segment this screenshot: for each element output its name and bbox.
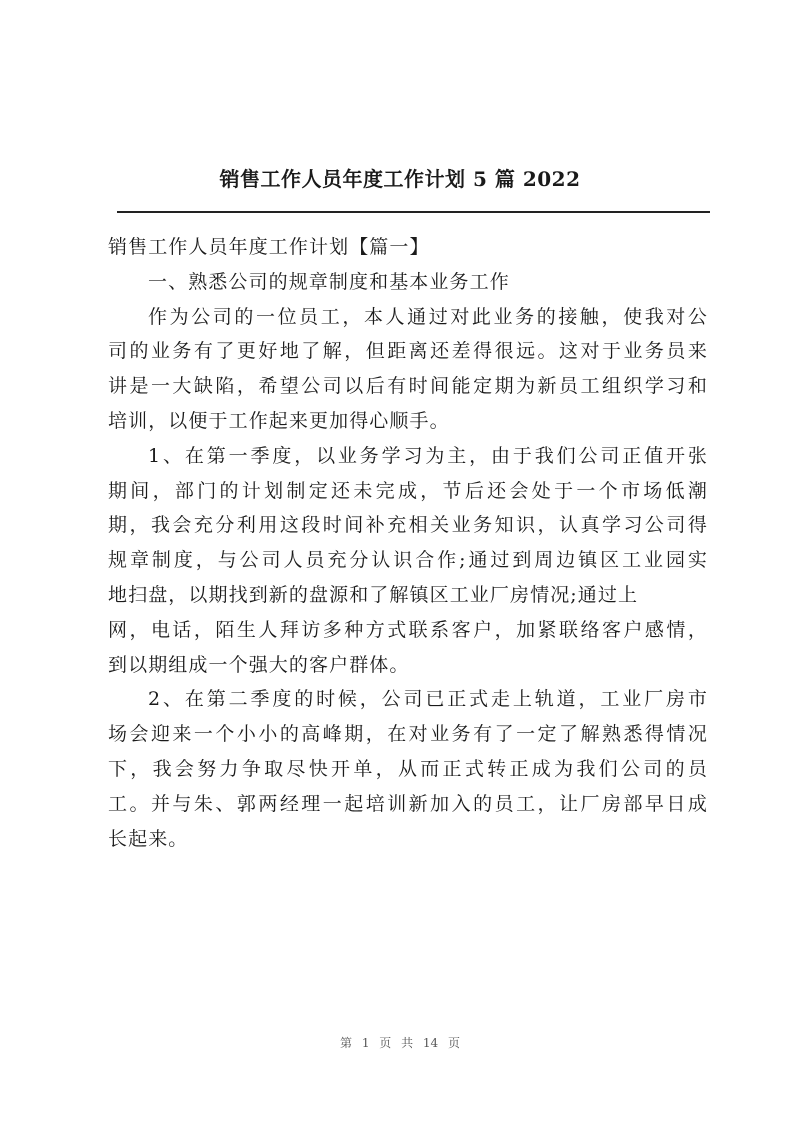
paragraph-line: 期，我会充分利用这段时间补充相关业务知识，认真学习公司得 [108, 514, 708, 537]
paragraph-line: 长起来。 [108, 827, 189, 850]
paragraph-line: 规章制度，与公司人员充分认识合作;通过到周边镇区工业园实 [108, 549, 708, 572]
page-number-footer: 第 1 页 共 14 页 [340, 1036, 460, 1050]
section-heading: 销售工作人员年度工作计划【篇一】 [108, 236, 430, 258]
paragraph-line: 作为公司的一位员工，本人通过对此业务的接触，使我对公 [148, 305, 708, 328]
subsection-heading: 一、熟悉公司的规章制度和基本业务工作 [148, 270, 510, 293]
paragraph-line: 1、在第一季度，以业务学习为主，由于我们公司正值开张 [148, 444, 708, 467]
paragraph-line: 2、在第二季度的时候，公司已正式走上轨道，工业厂房市 [148, 688, 708, 711]
document-title: 销售工作人员年度工作计划 5 篇 2022 [219, 167, 581, 191]
paragraph-line: 场会迎来一个小小的高峰期，在对业务有了一定了解熟悉得情况 [108, 723, 708, 746]
paragraph-line: 工。并与朱、郭两经理一起培训新加入的员工，让厂房部早日成 [108, 792, 708, 815]
paragraph-line: 司的业务有了更好地了解，但距离还差得很远。这对于业务员来 [108, 340, 708, 363]
paragraph-line: 下，我会努力争取尽快开单，从而正式转正成为我们公司的员 [108, 757, 708, 780]
paragraph-line: 到以期组成一个强大的客户群体。 [108, 653, 410, 676]
paragraph-line: 地扫盘，以期找到新的盘源和了解镇区工业厂房情况;通过上 [108, 583, 639, 606]
title-divider [117, 211, 710, 213]
paragraph-line: 网，电话，陌生人拜访多种方式联系客户，加紧联络客户感情， [108, 618, 708, 641]
paragraph-line: 期间，部门的计划制定还未完成，节后还会处于一个市场低潮 [108, 479, 708, 502]
paragraph-line: 培训，以便于工作起来更加得心顺手。 [108, 409, 450, 432]
document-body [108, 230, 708, 856]
paragraph-line: 讲是一大缺陷，希望公司以后有时间能定期为新员工组织学习和 [108, 375, 708, 398]
